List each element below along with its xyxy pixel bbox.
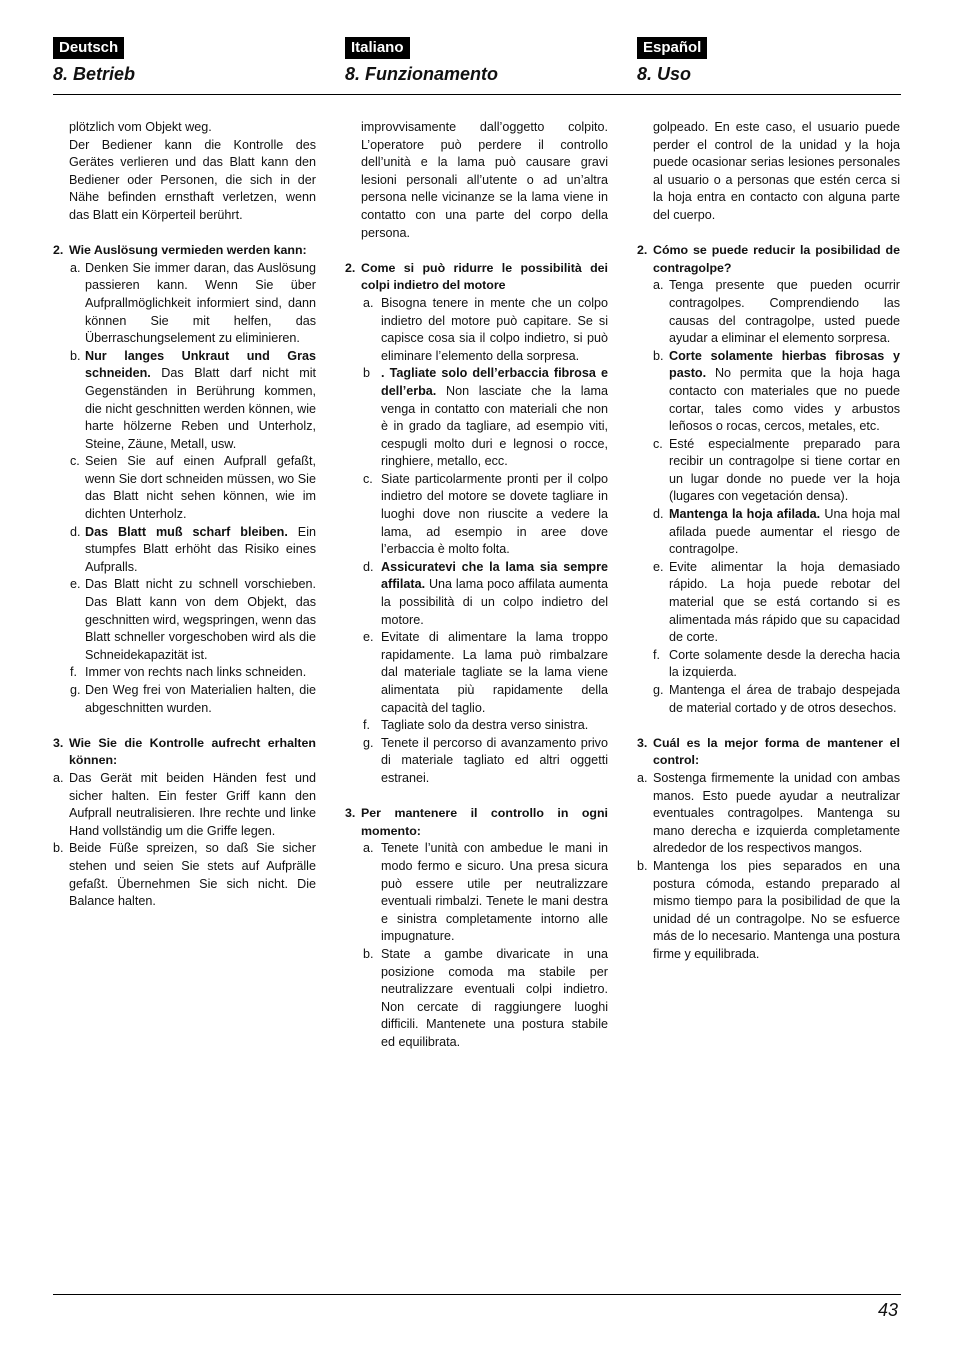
list-item: a. Das Gerät mit beiden Händen fest und sicher halten. Ein fester Griff kann den Aufprall neutralisieren. Ihre rechte und linke Hand vollständig um die Griffe legen. — [53, 770, 316, 838]
list-item: b . Tagliate solo dell’erbaccia fibrosa e dell’erba. Non lasciate che la lama venga in contatto con materiali che non è in grado da tagliare, ad esempio viti, cespugli molto duri e legnosi o rocce, ringhiere, metallo, ecc. — [363, 366, 608, 469]
list-item: e. Evitate di alimentare la lama troppo rapidamente. La lama può rimbalzare dal materiale tagliate se la lama viene alimentata più rapidamente della capacità del taglio. — [363, 630, 608, 715]
language-label-de: Deutsch — [53, 37, 124, 59]
list-item: d. Assicuratevi che la lama sia sempre affilata. Una lama poco affilata aumenta la possibilità di un colpo indietro del motore. — [363, 559, 608, 627]
intro-text: golpeado. En este caso, el usuario puede perder el control de la unidad y la hoja puede ocasionar serias lesiones personales al usuario o a personas que estén cerca si la hoja entra en contacto con alguna parte del cuerpo. — [653, 120, 900, 222]
list-item: g. Tenete il percorso di avanzamento privo di materiale tagliato ed altri oggetti estranei. — [363, 735, 608, 785]
list-item: c. Seien Sie auf einen Aufprall gefaßt, wenn Sie dort schneiden müssen, wo Sie das Blatt nicht sehen können, wie im dichten Unterholz. — [70, 454, 316, 522]
list-item: d. Das Blatt muß scharf bleiben. Ein stumpfes Blatt erhöht das Risiko eines Aufpralls. — [70, 524, 316, 574]
column-es — [637, 119, 900, 964]
intro-text: Der Bediener kann die Kontrolle des Gerätes verlieren und das Blatt kann den Bediener oder Personen, die sich in der Nähe befinden ernsthaft verletzen, wenn das Blatt ein Körperteil berührt. — [69, 137, 316, 222]
list-item: b. Nur langes Unkraut und Gras schneiden. Das Blatt darf nicht mit Gegenständen in Berührung kommen, die nicht geschnitten werden können, wie harte hölzerne Reben und Unterholz, Steine, Zäune, Metall, usw. — [70, 348, 316, 451]
heading-maintain-control: 3. Wie Sie die Kontrolle aufrecht erhalten können: — [53, 735, 316, 768]
top-divider — [53, 94, 901, 95]
section-title-de: 8. Betrieb — [53, 64, 136, 84]
section-title-it: 8. Funzionamento — [345, 64, 498, 84]
list-item: b. State a gambe divaricate in una posizione comoda ma stabile per neutralizzare eventuali colpi indietro. Non cercate di raggiungere luoghi difficili. Mantenete una postura stabile ed equilibrata. — [363, 946, 608, 1049]
intro-text: improvvisamente dall’oggetto colpito. L’operatore può perdere il controllo dell’unità e la lama può causare gravi lesioni personali all’utente o ad un’altra persona nelle vicinanze se la lama viene in contatto con una parte del corpo della persona. — [361, 120, 608, 240]
list-item: a. Tenga presente que pueden ocurrir contragolpes. Comprendiendo las causas del contragolpe, usted puede ayudar a eliminar el elemento sorpresa. — [653, 278, 900, 346]
list-item: a. Tenete l’unità con ambedue le mani in modo fermo e sicuro. Una presa sicura può essere utile per neutralizzare eventuali rimbalzi. Tenete le mani destra e sinistra completamente intorno alle impugnature. — [363, 841, 608, 944]
list-item: f. Corte solamente desde la derecha hacia la izquierda. — [653, 647, 900, 680]
intro-text: plötzlich vom Objekt weg. — [69, 120, 212, 134]
list-item: f. Immer von rechts nach links schneiden. — [70, 665, 307, 680]
list-item: c. Esté especialmente preparado para recibir un contragolpe si tiene cortar en un lugar donde no puede ver la hoja (lugares con vegetación densa). — [653, 436, 900, 504]
heading-avoid-kickback: 2. Cómo se puede reducir la posibilidad de contragolpe? — [637, 243, 900, 275]
list-item: e. Evite alimentar la hoja demasiado rápido. La hoja puede rebotar del material que se está cortando si es alimentada más rápido que su capacidad de corte. — [653, 559, 900, 645]
header-de — [53, 37, 135, 85]
language-label-es: Español — [637, 37, 707, 59]
heading-avoid-kickback: 2. Wie Auslösung vermieden werden kann: — [53, 243, 307, 258]
list-item: b. Mantenga los pies separados en una postura cómoda, estando preparado al mismo tiempo para la posibilidad de que la unidad dé un contragolpe. No se esfuerce más de lo necesario. Mantenga una postura firme y equilibrada. — [637, 858, 900, 961]
list-item: g. Den Weg frei von Materialien halten, die abgeschnitten wurden. — [70, 683, 316, 715]
list-item: e. Das Blatt nicht zu schnell vorschieben. Das Blatt kann von dem Objekt, das geschnitten wird, wegspringen, wenn das Blatt schneller vorgeschoben wird als die Schneidekapazität ist. — [70, 577, 316, 662]
page-number: 43 — [877, 1300, 898, 1320]
list-item: g. Mantenga el área de trabajo despejada de material cortado y de otros desechos. — [653, 683, 900, 715]
heading-avoid-kickback: 2. Come si può ridurre le possibilità dei colpi indietro del motore — [345, 260, 608, 293]
header-it — [345, 37, 498, 85]
heading-maintain-control: 3. Cuál es la mejor forma de mantener el control: — [637, 735, 900, 768]
bottom-divider — [53, 1294, 901, 1295]
list-item: d. Mantenga la hoja afilada. Una hoja mal afilada puede aumentar el riesgo de contragolpe. — [653, 507, 901, 557]
heading-maintain-control: 3. Per mantenere il controllo in ogni momento: — [345, 806, 608, 838]
list-item: b. Corte solamente hierbas fibrosas y pasto. No permita que la hoja haga contacto con materiales que no puede cortar, tales como vides y arbustos leñosos o rocas, cercos, metales, etc. — [653, 348, 900, 434]
header-es — [637, 37, 707, 85]
column-de — [53, 119, 316, 911]
section-title-es: 8. Uso — [637, 64, 692, 84]
language-label-it: Italiano — [345, 37, 410, 59]
list-item: a. Denken Sie immer daran, das Auslösung passieren kann. Wenn Sie über Aufprallmöglichkeit informiert sind, dann können Sie mit helfen, das Überraschungselement zu eliminieren. — [70, 260, 316, 346]
list-item: c. Siate particolarmente pronti per il colpo indietro del motore se dovete tagliare in luoghi dove non riuscite a vedere la lama, ad esempio in aree dove l’erbaccia è molto folta. — [363, 471, 608, 557]
list-item: a. Sostenga firmemente la unidad con ambas manos. Esto puede ayudar a neutralizar eventuales contragolpes. Mantenga su mano derecha e izquierda completamente alrededor de los respectivos mangos. — [637, 770, 900, 856]
list-item: a. Bisogna tenere in mente che un colpo indietro del motore può capitare. Se si capisce cosa sia il colpo indietro, si può eliminare l’elemento della sorpresa. — [363, 295, 608, 363]
list-item: f. Tagliate solo da destra verso sinistra. — [363, 718, 589, 733]
column-it — [345, 119, 608, 1051]
list-item: b. Beide Füße spreizen, so daß Sie sicher stehen und seien Sie stets auf Aufprälle gefaßt. Übernehmen Sie sich nicht. Die Balance halten. — [53, 841, 316, 909]
